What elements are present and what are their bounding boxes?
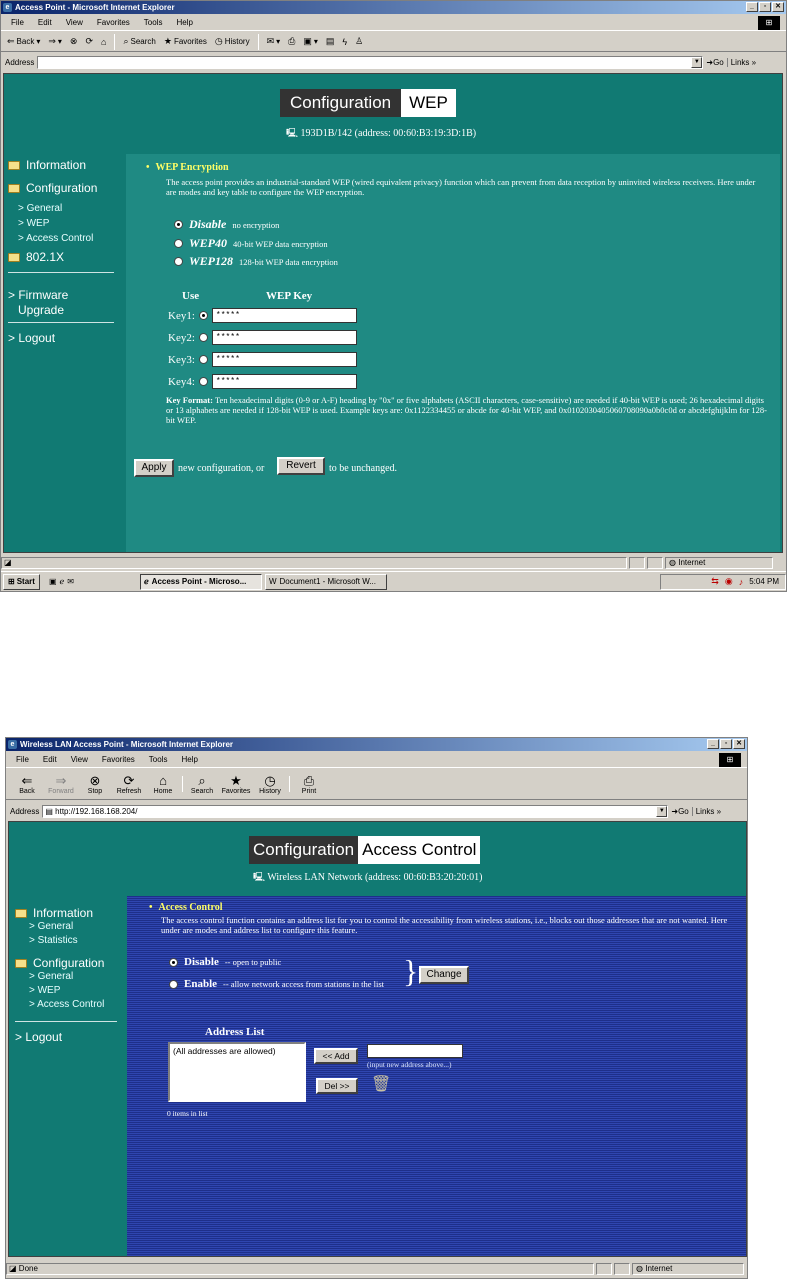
mode-enable-row[interactable] (169, 978, 384, 990)
history-icon: ◷ (264, 772, 276, 788)
quicklaunch-ie-icon[interactable]: ℯ (59, 577, 65, 586)
key-label: Key3: (168, 353, 195, 366)
key1-input[interactable]: ***** (212, 308, 357, 323)
forward-arrow-icon: ⇒ (48, 36, 56, 46)
header-configuration: Configuration (249, 836, 358, 864)
mode-wep128-radio[interactable] (174, 257, 183, 266)
refresh-icon: ⟳ (123, 772, 135, 788)
key-row (168, 308, 357, 323)
menu-tools[interactable]: Tools (143, 18, 163, 27)
window-title: Wireless LAN Access Point - Microsoft Internet Explorer (20, 740, 234, 749)
menu-help[interactable]: Help (176, 18, 193, 27)
apply-text: new configuration, or (178, 463, 265, 474)
items-count: 0 items in list (167, 1109, 208, 1118)
dropdown-arrow-icon[interactable]: ▼ (691, 57, 702, 68)
print-icon: ⎙ (303, 772, 315, 788)
minimize-button[interactable]: _ (707, 739, 719, 749)
person-icon: ♙ (355, 36, 364, 46)
status-zone: ◍ Internet (665, 557, 773, 569)
list-item[interactable]: (All addresses are allowed) (173, 1046, 276, 1056)
refresh-button[interactable]: ⟳ Refresh (116, 772, 142, 795)
print-button[interactable] (288, 36, 295, 47)
folder-open-icon (15, 909, 27, 918)
nav-802-1x[interactable]: 802.1X (8, 250, 64, 264)
title-bar (1, 1, 786, 14)
title-bar (6, 738, 747, 751)
header-section: WEP (401, 89, 456, 117)
key-label: Key4: (168, 375, 195, 388)
page-header (249, 836, 480, 864)
mode-wep40-desc: 40-bit WEP data encryption (233, 238, 328, 249)
mode-disable-row[interactable] (174, 217, 279, 232)
stop-button[interactable]: ⊗ Stop (87, 772, 103, 795)
status-cell (614, 1263, 630, 1275)
search-icon: ⌕ (123, 36, 129, 46)
folder-open-icon (8, 184, 20, 193)
network-icon[interactable]: ⇆ (711, 576, 719, 586)
folder-icon (8, 253, 20, 262)
antivirus-icon[interactable]: ◉ (724, 576, 733, 586)
messenger-button[interactable] (342, 37, 347, 47)
add-button[interactable]: << Add (314, 1048, 358, 1064)
nav-general[interactable]: > General (29, 921, 74, 932)
mode-wep128-desc: 128-bit WEP data encryption (239, 256, 338, 267)
word-icon: W (268, 577, 277, 586)
browser-window-access-control (5, 737, 748, 1279)
favorites-icon: ★ (230, 772, 242, 788)
key-format-note (166, 395, 771, 425)
search-button[interactable]: ⌕ Search (123, 36, 156, 46)
change-button[interactable]: Change (419, 966, 469, 984)
toolbar-separator (289, 776, 290, 792)
toolbar-separator (258, 34, 259, 50)
nav-divider (8, 272, 114, 273)
maximize-button[interactable]: ▫ (720, 739, 732, 749)
section-description: The access point provides an industrial-standard WEP (wired equivalent privacy) function which can prevent from data reception by uninvited wireless receivers. Here under are modes and key table to configure the WEP encryption. (166, 177, 756, 197)
mode-enable-label: Enable (184, 978, 218, 990)
system-tray (660, 574, 786, 590)
key4-radio[interactable] (199, 377, 208, 386)
key-label: Key2: (168, 331, 195, 344)
maximize-button[interactable]: ▫ (759, 2, 771, 12)
address-listbox[interactable] (168, 1042, 306, 1102)
page-content (3, 73, 783, 553)
address-input[interactable] (37, 56, 703, 69)
back-arrow-icon: ⇐ (7, 36, 15, 46)
device-subtitle: 🖳 193D1B/142 (address: 00:60:B3:19:3D:1B) (286, 128, 477, 139)
address-bar (1, 54, 786, 70)
windows-flag-icon: ⊞ (8, 577, 15, 586)
header-configuration: Configuration (280, 89, 401, 117)
go-button[interactable]: ➜Go (706, 57, 724, 67)
nav-information[interactable]: Information (15, 906, 93, 920)
new-address-hint: (input new address above...) (367, 1060, 452, 1069)
access-control-panel (127, 896, 747, 1257)
nav-access-control[interactable]: > Access Control (18, 233, 94, 244)
home-icon: ⌂ (159, 772, 167, 788)
links-button[interactable]: Links » (692, 807, 721, 816)
computer-icon: 🖳 (286, 128, 299, 138)
use-header: Use (182, 290, 200, 302)
search-button[interactable]: ⌕ Search (190, 772, 214, 795)
section-title: • WEP Encryption (146, 162, 229, 173)
nav-configuration[interactable]: Configuration (15, 956, 104, 970)
home-button[interactable] (101, 37, 106, 47)
menu-help[interactable]: Help (181, 755, 198, 764)
mode-disable-radio[interactable] (174, 220, 183, 229)
menu-bar (6, 752, 747, 768)
close-button[interactable]: ✕ (733, 739, 745, 749)
menu-tools[interactable]: Tools (148, 755, 168, 764)
globe-icon: ◍ (636, 1264, 643, 1273)
quicklaunch-outlook-icon[interactable]: ✉ (67, 577, 74, 586)
mode-wep40-label: WEP40 (189, 236, 228, 250)
status-text: ◪ Done (6, 1263, 594, 1275)
mode-disable-desc: -- open to public (224, 957, 282, 967)
discuss-icon: ▤ (325, 36, 335, 46)
revert-text: to be unchanged. (329, 463, 398, 474)
key3-radio[interactable] (199, 355, 208, 364)
revert-button[interactable]: Revert (277, 457, 325, 475)
mode-disable-radio[interactable] (169, 958, 178, 967)
discuss-button[interactable] (326, 36, 335, 47)
ie-icon: ℯ (143, 577, 149, 586)
key4-input[interactable]: ***** (212, 374, 357, 389)
mode-wep128-label: WEP128 (189, 254, 234, 268)
home-icon: ⌂ (101, 36, 107, 47)
print-button[interactable]: ⎙ Print (301, 772, 317, 795)
menu-favorites[interactable]: Favorites (101, 755, 135, 764)
toolbar (1, 32, 786, 52)
status-bar (1, 556, 786, 570)
links-button[interactable]: Links » (727, 58, 756, 67)
key-row (168, 352, 357, 367)
wep-panel (126, 154, 780, 553)
menu-file[interactable]: File (11, 18, 24, 27)
contacts-button[interactable] (355, 36, 363, 47)
key2-radio[interactable] (199, 333, 208, 342)
section-title: • Access Control (149, 902, 223, 913)
history-icon: ◷ (214, 36, 223, 46)
search-icon: ⌕ (198, 772, 206, 788)
refresh-icon: ⟳ (85, 36, 94, 46)
mode-disable-desc: no encryption (232, 219, 280, 230)
print-icon: ⎙ (288, 36, 296, 46)
favorites-button[interactable]: ★ Favorites (163, 36, 207, 46)
toolbar-separator (114, 34, 115, 50)
volume-icon[interactable]: ♪ (738, 576, 744, 587)
status-icon: ◪ (1, 557, 627, 569)
toolbar (6, 769, 747, 800)
nav-divider (15, 1021, 117, 1022)
forward-arrow-icon: ⇒ (55, 772, 67, 788)
windows-logo-icon: ⊞ (719, 753, 741, 767)
nav-firmware-upgrade[interactable]: > Firmware Upgrade (8, 288, 69, 317)
history-button[interactable]: ◷ History (259, 772, 281, 795)
clock: 5:04 PM (749, 577, 779, 586)
refresh-button[interactable] (85, 36, 93, 47)
address-bar (6, 803, 747, 819)
dropdown-arrow-icon[interactable]: ▼ (656, 806, 667, 817)
status-cell (647, 557, 663, 569)
key-label: Key1: (168, 309, 195, 322)
address-label: Address (5, 57, 35, 67)
recycle-bin-icon: 🗑 (371, 1076, 392, 1093)
browser-window-wep (0, 0, 787, 592)
page-header (280, 89, 456, 117)
window-title: Access Point - Microsoft Internet Explorer (15, 3, 175, 12)
menu-favorites[interactable]: Favorites (96, 18, 130, 27)
task-access-point[interactable]: ℯ Access Point - Microso... (140, 574, 262, 590)
address-value: http://192.168.168.204/ (55, 806, 138, 816)
task-word-document[interactable]: W Document1 - Microsoft W... (265, 574, 387, 590)
page-content (8, 821, 747, 1257)
address-label: Address (10, 806, 40, 816)
status-cell (596, 1263, 612, 1275)
minimize-button[interactable]: _ (746, 2, 758, 12)
status-zone: ◍ Internet (632, 1263, 744, 1275)
mode-wep40-radio[interactable] (174, 239, 183, 248)
menu-edit[interactable]: Edit (37, 18, 52, 27)
status-bar (6, 1262, 747, 1276)
nav-logout[interactable]: > Logout (8, 331, 56, 345)
nav-wep[interactable]: > WEP (18, 218, 50, 229)
home-button[interactable]: ⌂ Home (153, 772, 173, 795)
key2-input[interactable]: ***** (212, 330, 357, 345)
mode-wep128-row[interactable] (174, 254, 338, 269)
menu-bar (1, 15, 786, 31)
menu-file[interactable]: File (16, 755, 29, 764)
start-button[interactable]: ⊞ Start (3, 574, 40, 590)
menu-view[interactable]: View (70, 755, 88, 764)
key-row (168, 330, 357, 345)
page-icon: ◪ (9, 1264, 17, 1273)
mode-enable-desc: -- allow network access from stations in the list (223, 979, 385, 989)
back-arrow-icon: ⇐ (21, 772, 33, 788)
stop-icon: ⊗ (89, 772, 101, 788)
nav-cfg-general[interactable]: > General (29, 971, 74, 982)
nav-wep[interactable]: > WEP (29, 985, 61, 996)
page-icon: ▤ (45, 806, 56, 816)
key-row (168, 374, 357, 389)
status-cell (629, 557, 645, 569)
mode-enable-radio[interactable] (169, 980, 178, 989)
edit-button[interactable]: ▣ ▾ (303, 36, 318, 46)
history-button[interactable]: ◷ History (214, 36, 250, 46)
folder-icon (8, 161, 20, 170)
key1-radio[interactable] (199, 311, 208, 320)
mail-button[interactable]: ✉ ▾ (266, 36, 281, 46)
nav-general[interactable]: > General (18, 203, 63, 214)
menu-view[interactable]: View (65, 18, 83, 27)
globe-icon: ◍ (669, 558, 676, 567)
folder-open-icon (15, 959, 27, 968)
lightning-icon: ϟ (342, 36, 348, 47)
new-address-input[interactable] (367, 1044, 463, 1058)
apply-button[interactable]: Apply (134, 459, 174, 477)
windows-logo-icon: ⊞ (758, 16, 780, 30)
key-format-text: Ten hexadecimal digits (0-9 or A-F) heading by "0x" or five alphabets (ASCII characters, case-sensitive) are needed if 40-bit WEP is used; 26 hexadecimal digits or 13 alphabets are needed if 128-bit WEP is used. Example keys are: 0x1122334455 or abcde for 40-bit WEP, and 0x0102030405060708090a0b0c0d or abcdefghijklm for 128-bit WEP. (166, 395, 768, 425)
computer-icon: 🖳 (253, 872, 266, 882)
mail-icon: ✉ (266, 36, 275, 46)
delete-button[interactable]: Del >> (316, 1078, 358, 1094)
nav-access-control[interactable]: > Access Control (29, 999, 105, 1010)
forward-button[interactable]: ⇒ ▾ (48, 36, 62, 46)
mode-disable-label: Disable (189, 217, 227, 231)
brace-icon: } (403, 953, 419, 989)
nav-statistics[interactable]: > Statistics (29, 935, 78, 946)
go-button[interactable]: ➜Go (671, 806, 689, 816)
back-button[interactable]: ⇐ Back (19, 772, 35, 795)
ie-icon: e (8, 740, 17, 749)
device-subtitle: 🖳 Wireless LAN Network (address: 00:60:B3:20:20:01) (253, 872, 483, 883)
header-section: Access Control (358, 836, 480, 864)
nav-configuration[interactable]: Configuration (8, 181, 97, 195)
forward-button[interactable]: ⇒ Forward (48, 772, 74, 795)
edit-icon: ▣ (303, 36, 312, 46)
nav-information[interactable]: Information (8, 158, 86, 172)
taskbar (1, 571, 786, 591)
key3-input[interactable]: ***** (212, 352, 357, 367)
nav-logout[interactable]: > Logout (15, 1030, 63, 1044)
stop-button[interactable] (70, 36, 78, 47)
quicklaunch-desktop-icon[interactable]: ▣ (48, 577, 57, 586)
toolbar-separator (182, 776, 183, 792)
menu-edit[interactable]: Edit (42, 755, 57, 764)
stop-icon: ⊗ (69, 36, 78, 46)
ie-icon: e (3, 3, 12, 12)
address-list-title: Address List (205, 1026, 265, 1038)
mode-disable-label: Disable (184, 956, 219, 968)
section-description: The access control function contains an address list for you to control the accessibility from wireless stations, i.e., blocks out those addresses that are not wanted. Here under are modes and address list to configure this feature. (161, 915, 728, 935)
mode-wep40-row[interactable] (174, 236, 328, 251)
close-button[interactable]: ✕ (772, 2, 784, 12)
favorites-button[interactable]: ★ Favorites (221, 772, 251, 795)
key-format-label: Key Format: (166, 395, 213, 405)
wep-key-header: WEP Key (266, 290, 313, 302)
back-button[interactable]: ⇐ Back ▾ (7, 36, 41, 46)
address-input[interactable] (42, 805, 668, 818)
nav-divider (8, 322, 114, 323)
mode-disable-row[interactable] (169, 956, 281, 968)
favorites-icon: ★ (163, 36, 172, 46)
